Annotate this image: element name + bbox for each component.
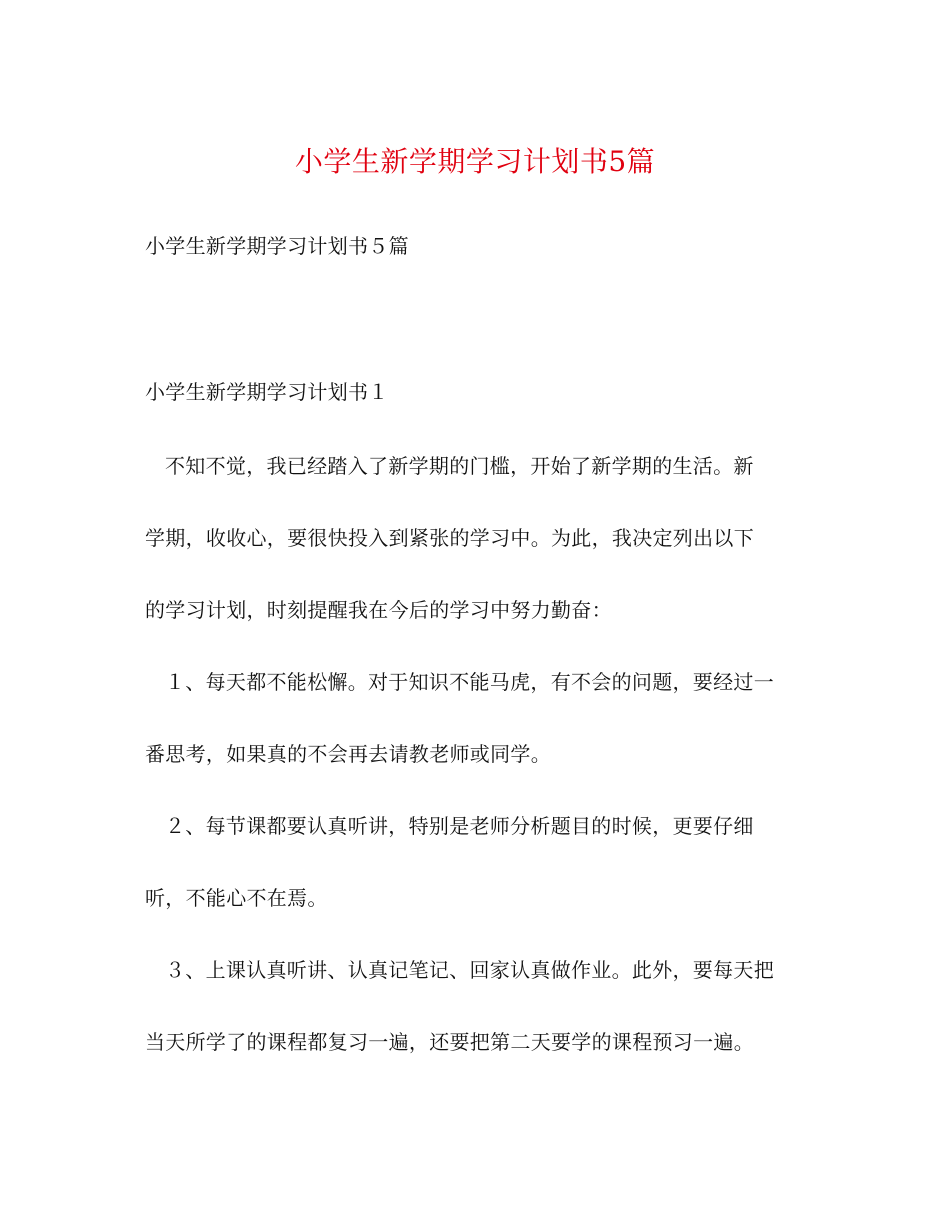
list-item-line: ３、上课认真听讲、认真记笔记、回家认真做作业。此外，要每天把 — [165, 958, 774, 982]
list-item-line: １、每天都不能松懈。对于知识不能马虎，有不会的问题，要经过一 — [165, 670, 774, 694]
paragraph-line: 学期，收收心，要很快投入到紧张的学习中。为此，我决定列出以下 — [145, 526, 754, 550]
list-item-line: ２、每节课都要认真听讲，特别是老师分析题目的时候，更要仔细 — [165, 814, 754, 838]
list-item-line: 听，不能心不在焉。 — [145, 886, 328, 910]
list-item-line: 当天所学了的课程都复习一遍，还要把第二天要学的课程预习一遍。 — [145, 1030, 754, 1054]
document-subtitle: 小学生新学期学习计划书５篇 — [145, 234, 409, 258]
list-item-line: 番思考，如果真的不会再去请教老师或同学。 — [145, 742, 551, 766]
paragraph-line: 的学习计划，时刻提醒我在今后的学习中努力勤奋： — [145, 598, 612, 622]
document-title: 小学生新学期学习计划书5篇 — [294, 145, 656, 178]
section-heading: 小学生新学期学习计划书１ — [145, 380, 389, 404]
paragraph-line: 不知不觉，我已经踏入了新学期的门槛，开始了新学期的生活。新 — [165, 454, 754, 478]
